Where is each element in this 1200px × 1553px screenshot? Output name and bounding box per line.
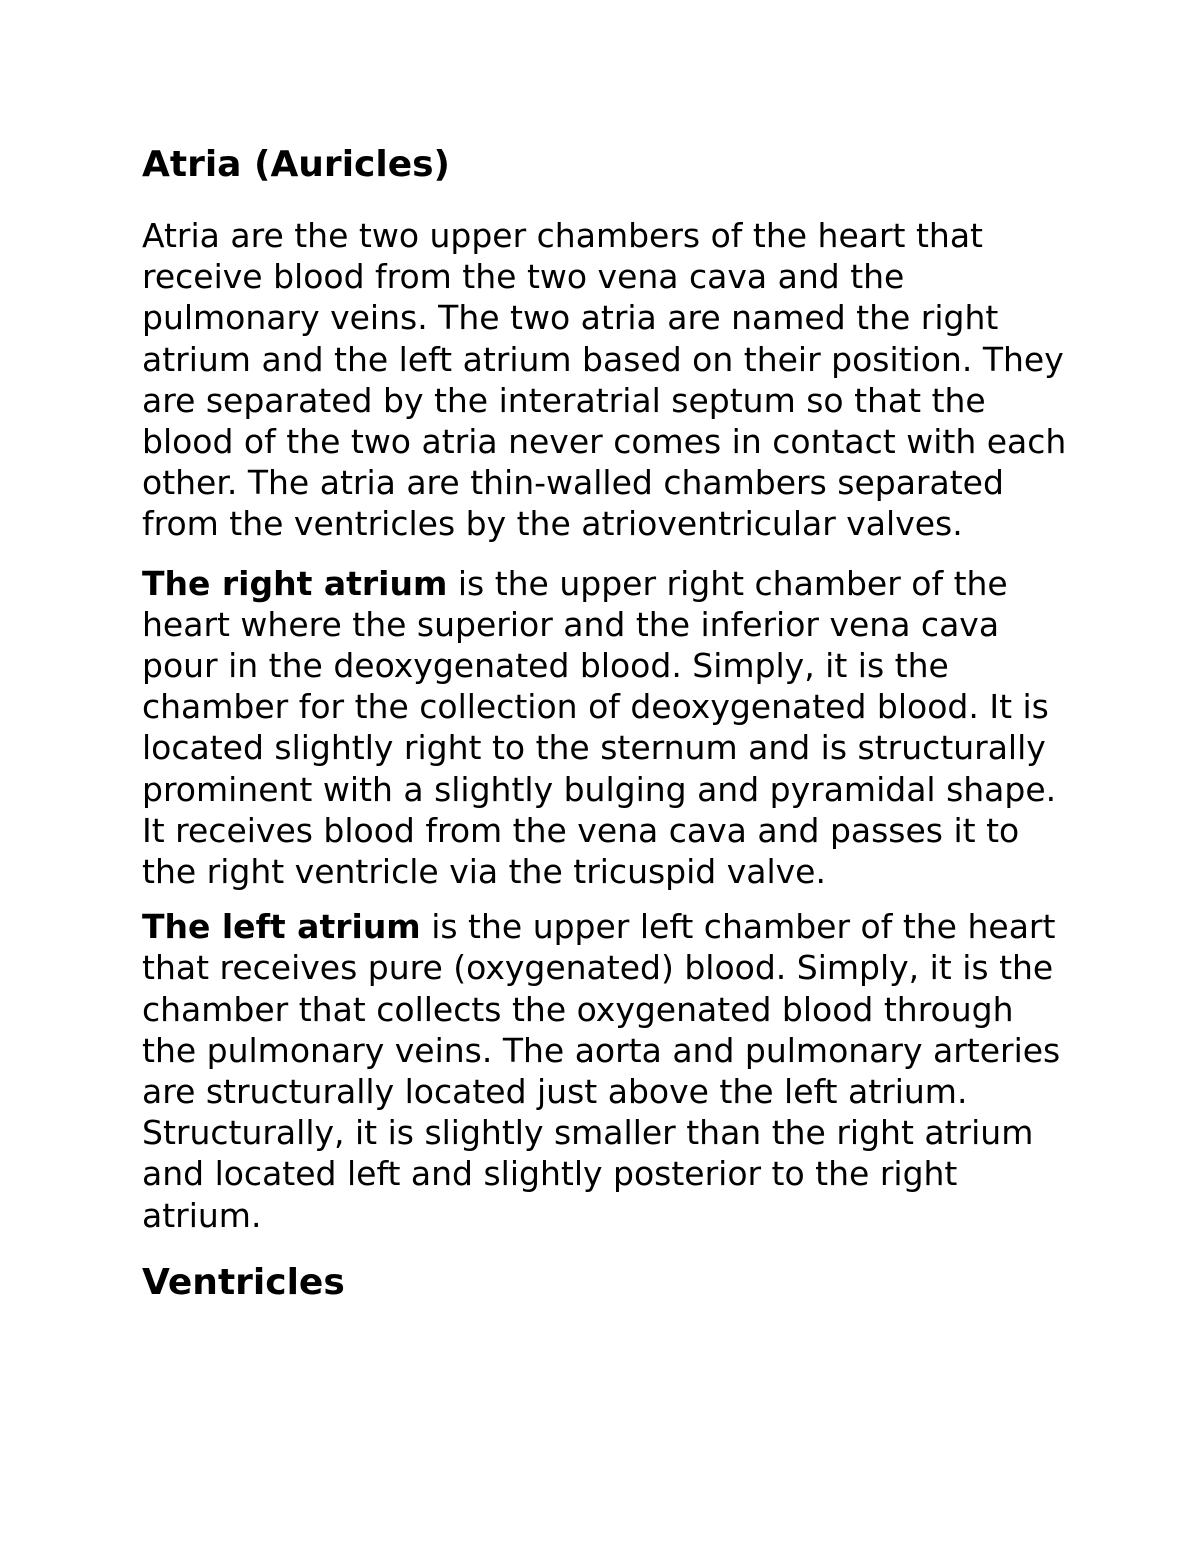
section-title-atria: Atria (Auricles): [142, 144, 451, 185]
right-atrium-term: The right atrium: [142, 563, 448, 603]
section-title-ventricles: Ventricles: [142, 1261, 345, 1303]
right-atrium-paragraph: [142, 563, 1072, 893]
left-atrium-term: The left atrium: [142, 907, 421, 947]
left-atrium-paragraph: [142, 906, 1072, 1236]
atria-intro-paragraph: Atria are the two upper chambers of the heart that receive blood from the two vena cava and the pulmonary veins. The two atria are named the right atrium and the left atrium based on their position. They are separated by the interatrial septum so that the blood of the two atria never comes in contact with each other. The atria are thin-walled chambers separated from the ventricles by the atrioventricular valves.: [142, 216, 1067, 544]
right-atrium-description: is the upper right chamber of the heart where the superior and the inferior vena cava pour in the deoxygenated blood. Simply, it is the chamber for the collection of deoxygenated blood. It is located slightly right to the sternum and is structurally prominent with a slightly bulging and pyramidal shape. It receives blood from the vena cava and passes it to the right ventricle via the tricuspid valve.: [142, 563, 1057, 892]
left-atrium-description: is the upper left chamber of the heart that receives pure (oxygenated) blood. Simply, it is the chamber that collects the oxygenated blood through the pulmonary veins. The aorta and pulmonary arteries are structurally located just above the left atrium. Structurally, it is slightly smaller than the right atrium and located left and slightly posterior to the right atrium.: [142, 907, 1061, 1235]
document-page: [142, 138, 1072, 1310]
